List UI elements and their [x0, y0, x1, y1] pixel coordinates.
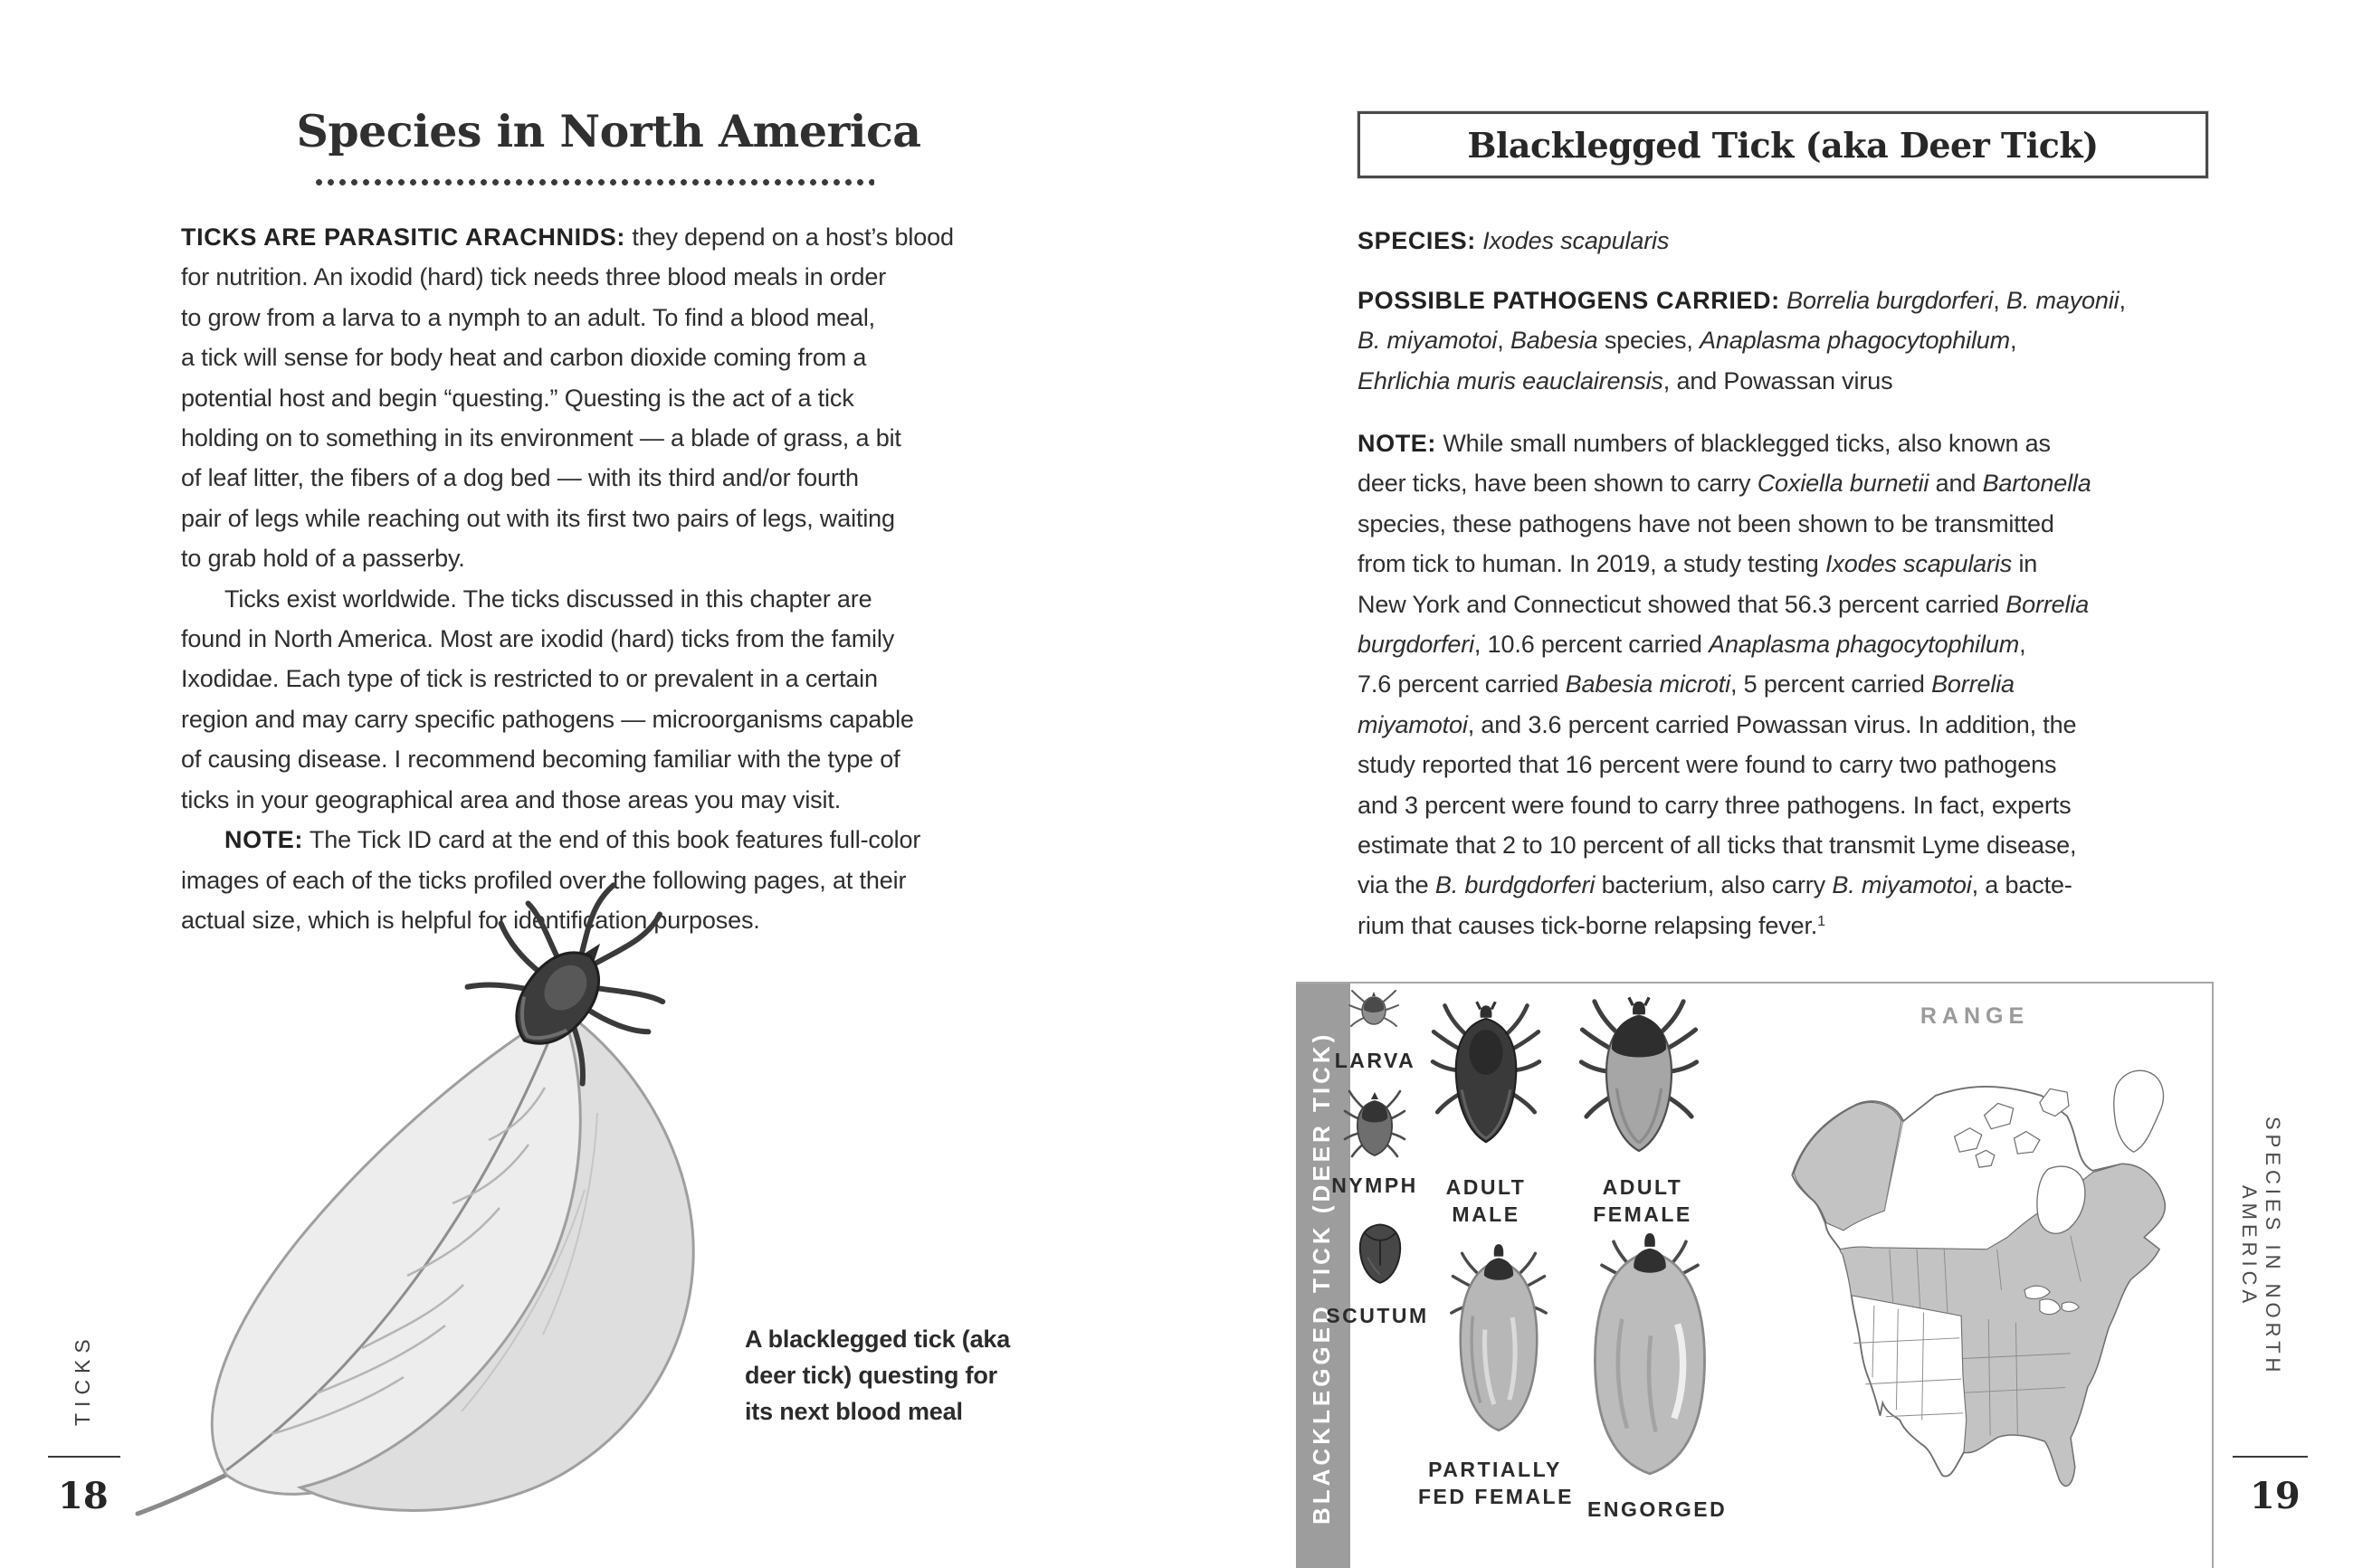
leaf-icon	[138, 1009, 693, 1514]
illustration-caption: A blacklegged tick (aka deer tick) questing for its next blood meal	[745, 1326, 1011, 1425]
left-page-body	[181, 217, 1041, 940]
page-number-left: 18	[58, 1475, 109, 1517]
partially-fed-female-icon	[1445, 1224, 1552, 1450]
adult-male-label: ADULT MALE	[1445, 1175, 1527, 1226]
nymph-label: NYMPH	[1331, 1174, 1418, 1197]
spine-label-ticks: TICKS	[71, 1333, 94, 1427]
panel-sidebar-label: BLACKLEGGED TICK (DEER TICK)	[1308, 1031, 1335, 1525]
section-header-box	[1358, 111, 2208, 178]
footer-rule-right	[2233, 1456, 2308, 1458]
nymph-icon	[1343, 1088, 1406, 1161]
larva-icon	[1348, 989, 1399, 1031]
adult-female-label: ADULT FEMALE	[1593, 1175, 1692, 1226]
page-number-right: 19	[2250, 1475, 2301, 1517]
adult-female-icon	[1578, 989, 1700, 1174]
partially-fed-female-label: PARTIALLY FED FEMALE	[1418, 1458, 1574, 1508]
spine-label-species: SPECIES IN NORTH AMERICA	[2238, 1117, 2284, 1377]
range-label: RANGE	[1920, 1003, 2030, 1029]
page-title: Species in North America	[296, 105, 921, 157]
scutum-icon	[1354, 1219, 1406, 1288]
note-paragraph-left: NOTE: The Tick ID card at the end of this book features full-color images of each of the ticks profiled over the following pages, at their actual size, which is helpful for identification purposes.	[181, 826, 921, 934]
intro-paragraph: TICKS ARE PARASITIC ARACHNIDS: they depend on a host’s blood for nutrition. An ixodid (hard) tick needs three blood meals in order to grow from a larva to a nymph to an adult. To find a blood meal, a tick will sense for body heat and carbon dioxide coming from a potential host and begin “questing.” Questing is the act of a tick holding on to something in its environment — a blade of grass, a bit of leaf litter, the fibers of a dog bed — with its third and/or fourth pair of legs while reaching out with its first two pairs of legs, waiting to grab hold of a passerby.	[181, 223, 954, 573]
engorged-label: ENGORGED	[1587, 1497, 1728, 1521]
section-header-title: Blacklegged Tick (aka Deer Tick)	[1467, 124, 2099, 166]
leaf-tick-illustration	[90, 841, 1050, 1538]
pathogens-paragraph: POSSIBLE PATHOGENS CARRIED: Borrelia burgdorferi, B. mayonii, B. miyamotoi, Babesia species, Anaplasma phagocytophilum, Ehrlichia muris eauclairensis, and Powassan virus	[1358, 287, 2126, 394]
range-map	[1774, 1034, 2212, 1546]
footer-rule-left	[48, 1456, 120, 1458]
title-dotted-rule	[313, 179, 874, 185]
tick-id-panel	[1296, 982, 2214, 1568]
larva-label: LARVA	[1334, 1049, 1416, 1072]
species-line: SPECIES: Ixodes scapularis	[1358, 227, 1670, 254]
adult-male-icon	[1430, 991, 1542, 1168]
engorged-icon	[1578, 1219, 1721, 1487]
greenland	[2114, 1070, 2164, 1152]
note-paragraph-right: NOTE: While small numbers of blacklegged ticks, also known as deer ticks, have been shown to carry Coxiella burnetii and Bartonella species, these pathogens have not been shown to be transmitted from tick to human. In 2019, a study testing Ixodes scapularis in New York and Connecticut showed that 56.3 percent carried Borrelia burgdorferi, 10.6 percent carried Anaplasma phagocytophilum, 7.6 percent carried Babesia microti, 5 percent carried Borrelia miyamotoi, and 3.6 percent carried Powassan virus. In addition, the study reported that 16 percent were found to carry two pathogens and 3 percent were found to carry three pathogens. In fact, experts estimate that 2 to 10 percent of all ticks that transmit Lyme disease, via the B. burdgdorferi bacterium, also carry B. miyamotoi, a bacte- rium that causes tick-borne relapsing fever.$^1$	[1358, 430, 2091, 939]
scutum-label: SCUTUM	[1326, 1304, 1429, 1327]
worldwide-paragraph: Ticks exist worldwide. The ticks discussed in this chapter are found in North America. Most are ixodid (hard) ticks from the family Ixodidae. Each type of tick is restricted to or prevalent in a certain region and may carry specific pathogens — microorganisms capable of causing disease. I recommend becoming familiar with the type of ticks in your geographical area and those areas you may visit.	[181, 584, 914, 813]
